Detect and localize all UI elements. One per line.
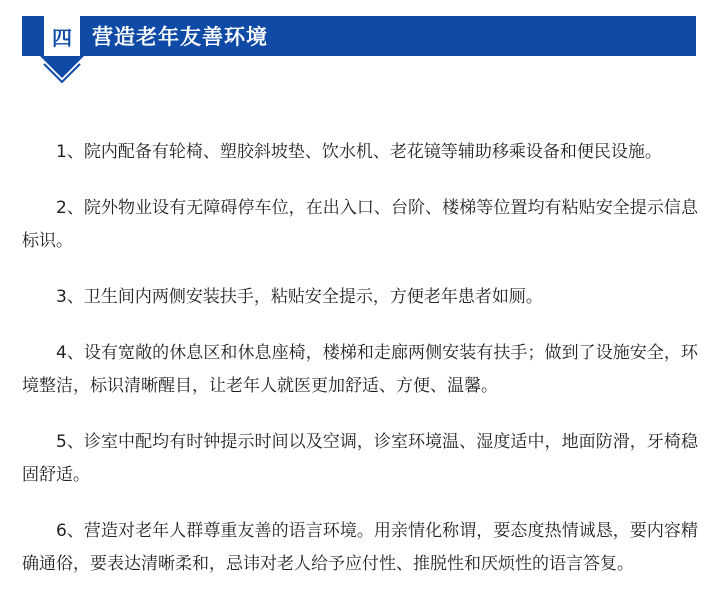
paragraph-4: 4、设有宽敞的休息区和休息座椅，楼梯和走廊两侧安装有扶手；做到了设施安全，环境整洁，标识清晰醒目，让老年人就医更加舒适、方便、温馨。 xyxy=(22,343,698,396)
paragraph-6: 6、营造对老年人群尊重友善的语言环境。用亲情化称谓，要态度热情诚恳，要内容精确通俗，要表达清晰柔和，忌讳对老人给予应付性、推脱性和厌烦性的语言答复。 xyxy=(22,521,698,574)
paragraph-1: 1、院内配备有轮椅、塑胶斜坡垫、饮水机、老花镜等辅助移乘设备和便民设施。 xyxy=(56,142,662,162)
content-body xyxy=(22,136,698,604)
chevron-down-icon xyxy=(40,56,84,88)
paragraph-3: 3、卫生间内两侧安装扶手，粘贴安全提示，方便老年患者如厕。 xyxy=(56,287,543,307)
paragraph-2: 2、院外物业设有无障碍停车位，在出入口、台阶、楼梯等位置均有粘贴安全提示信息标识。 xyxy=(22,198,698,251)
paragraph-5: 5、诊室中配均有时钟提示时间以及空调，诊室环境温、湿度适中，地面防滑，牙椅稳固舒适。 xyxy=(22,432,698,485)
section-title: 营造老年友善环境 xyxy=(92,25,268,49)
section-number-badge: 四 xyxy=(42,16,82,56)
